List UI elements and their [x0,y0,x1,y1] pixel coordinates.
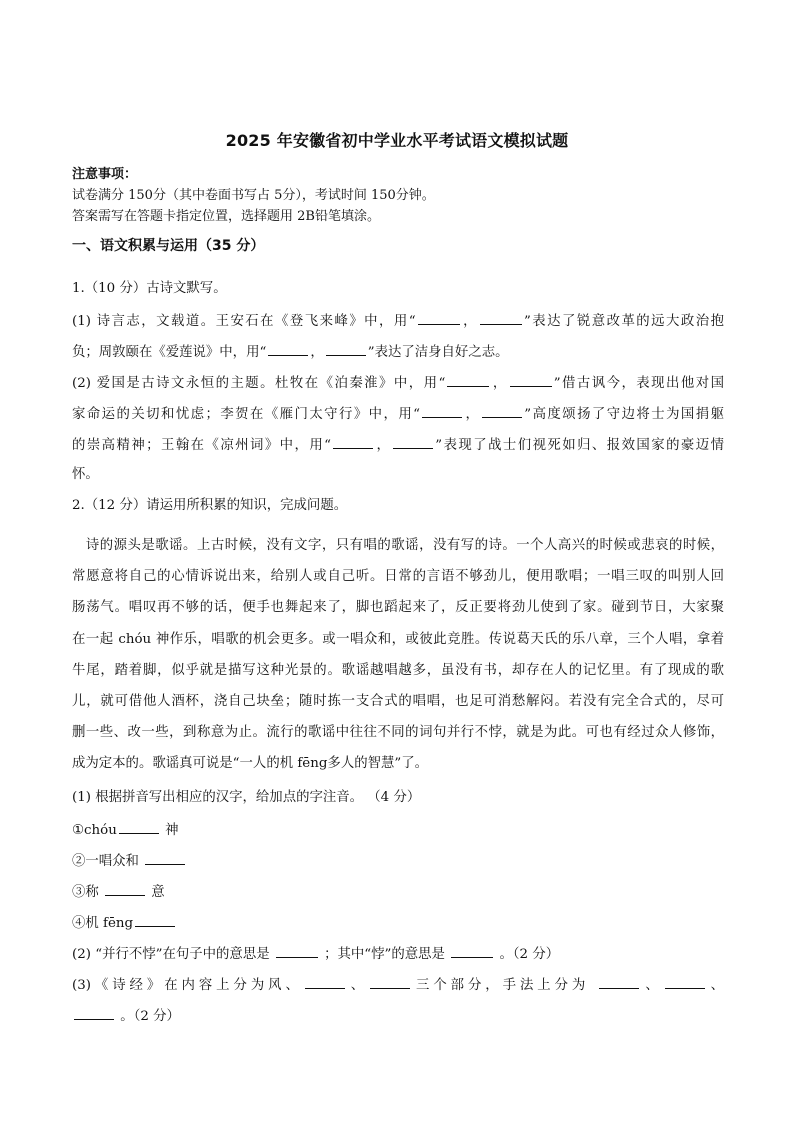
answer-blank[interactable] [447,373,489,387]
pinyin-item: ③称 意 [72,882,165,902]
answer-blank[interactable] [135,913,175,927]
q2-sub3-line2: 。（2 分） [72,1006,180,1026]
q1-part1-line1: (1) 诗言志，文载道。王安石在《登飞来峰》中，用“ ， ”表达了锐意改革的远大政治抱 [72,311,724,331]
notes-heading: 注意事项： [72,167,138,182]
answer-blank[interactable] [510,373,552,387]
answer-blank[interactable] [480,311,522,325]
q2-sub2: (2) “并行不悖”在句子中的意思是 ；其中“悖”的意思是 。（2 分） [72,944,559,964]
answer-blank[interactable] [665,975,705,989]
question-1-stem: 1.（10 分）古诗文默写。 [72,281,227,296]
passage-line: 成为定本的。歌谣真可说是“一人的机 fēng多人的智慧”了。 [72,756,429,772]
passage-line: 牛尾，踏着脚，似乎就是描写这种光景的。歌谣越唱越多，虽没有书，却存在人的记忆里。有了现成的歌 [72,662,724,678]
answer-blank[interactable] [451,944,493,958]
passage-line: 常愿意将自己的心情诉说出来，给别人或自己听。日常的言语不够劲儿，便用歌唱；一唱三叹的叫别人回 [72,569,724,585]
q1-part2-line1: (2) 爱国是古诗文永恒的主题。杜牧在《泊秦淮》中，用“ ， ”借古讽今，表现出他对国 [72,373,724,393]
section-heading: 一、语文积累与运用（35 分） [72,238,265,254]
answer-blank[interactable] [145,851,185,865]
q1-part1-line2: 负；周敦颐在《爱莲说》中，用“ ， ”表达了洁身自好之志。 [72,342,508,362]
answer-blank[interactable] [74,1006,114,1020]
note-item: 答案需写在答题卡指定位置，选择题用 2B铅笔填涂。 [72,209,380,224]
passage-line: 在一起 chóu 神作乐，唱歌的机会更多。或一唱众和，或彼此竞胜。传说葛天氏的乐八章，三个人唱，拿着 [72,631,724,647]
q1-part2-line4: 怀。 [72,467,99,482]
passage-line: 肠荡气。唱叹再不够的话，便手也舞起来了，脚也蹈起来了，反正要将劲儿使到了家。碰到节日，大家聚 [72,600,724,616]
passage-line: 诗的源头是歌谣。上古时候，没有文字，只有唱的歌谣，没有写的诗。一个人高兴的时候或悲哀的时候， [72,538,724,553]
q2-sub1: (1) 根据拼音写出相应的汉字，给加点的字注音。 （4 分） [72,790,421,805]
answer-blank[interactable] [418,311,460,325]
answer-blank[interactable] [268,342,308,356]
answer-blank[interactable] [599,975,639,989]
page-title: 2025 年安徽省初中学业水平考试语文模拟试题 [225,131,569,150]
answer-blank[interactable] [305,975,345,989]
answer-blank[interactable] [333,435,373,449]
pinyin-item: ②一唱众和 [72,851,187,871]
answer-blank[interactable] [326,342,366,356]
answer-blank[interactable] [482,404,522,418]
note-item: 试卷满分 150分（其中卷面书写占 5分），考试时间 150分钟。 [72,188,435,203]
answer-blank[interactable] [105,882,145,896]
answer-blank[interactable] [393,435,433,449]
answer-blank[interactable] [276,944,318,958]
reading-passage [72,530,724,780]
passage-line: 儿，就可借他人酒杯，浇自己块垒；随时拣一支合式的唱唱，也足可消愁解闷。若没有完全合式的，尽可 [72,694,724,710]
question-2-stem: 2.（12 分）请运用所积累的知识，完成问题。 [72,498,348,513]
pinyin-item: ①chóu 神 [72,820,178,840]
q1-part2-line2: 家命运的关切和忧虑；李贺在《雁门太守行》中，用“ ， ”高度颂扬了守边将士为国捐躯 [72,404,724,424]
answer-blank[interactable] [119,820,159,834]
pinyin-item: ④机 fēng [72,913,177,933]
answer-blank[interactable] [422,404,462,418]
passage-line: 删一些、改一些，到称意为止。流行的歌谣中往往不同的词句并行不悖，就是为此。可也有经过众人修饰， [72,725,724,741]
q2-sub3-line1: (3)《诗经》在内容上分为风、 、 三个部分，手法上分为 、 、 [72,975,724,995]
answer-blank[interactable] [370,975,410,989]
q1-part2-line3: 的崇高精神；王翰在《凉州词》中，用“ ， ”表现了战士们视死如归、报效国家的豪迈情 [72,435,724,455]
